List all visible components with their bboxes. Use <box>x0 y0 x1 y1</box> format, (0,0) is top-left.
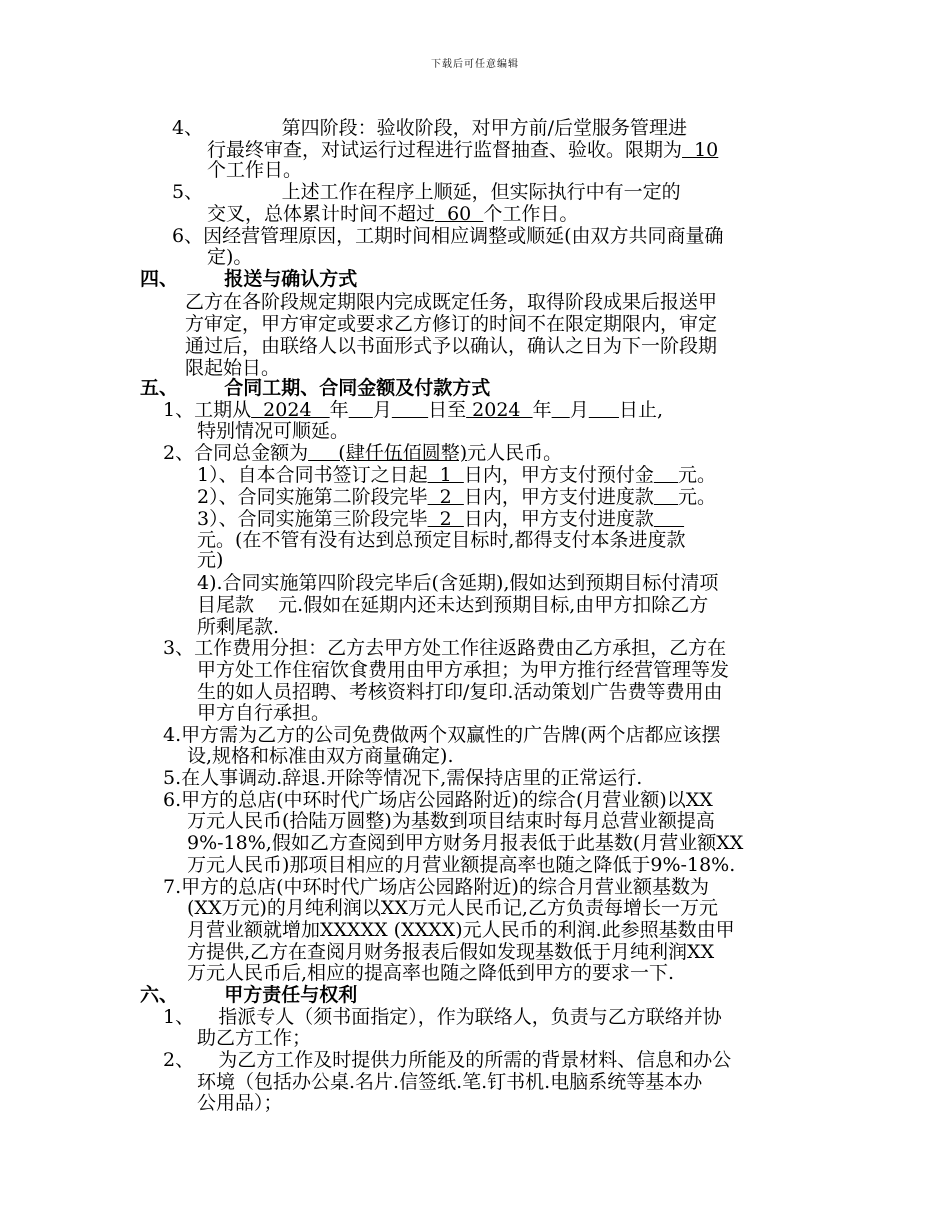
page-header: 下载后可任意编辑 <box>431 59 519 70</box>
stage4-days: 10 <box>682 139 719 161</box>
section-5-title: 五、 合同工期、合同金额及付款方式 <box>140 377 491 399</box>
duration-line2: 特别情况可顺延。 <box>197 420 350 442</box>
clause-7-line3: 月营业额就增加XXXXX (XXXX)元人民币的利润.此参照基数由甲 <box>187 919 735 941</box>
item6-line2: 定)。 <box>207 246 253 268</box>
clause-6-line3: 9%-18%,假如乙方查阅到甲方财务月报表低于此基数(月营业额XX <box>187 832 744 854</box>
total-days: 60 <box>435 203 484 225</box>
clause-7-line4: 方提供,乙方在查阅月财务报表后假如发现基数低于月纯利润XX <box>187 941 715 963</box>
clause-5: 5.在人事调动.辞退.开除等情况下,需保持店里的正常运行. <box>163 767 643 789</box>
item5-line2: 交叉，总体累计时间不超过 60 个工作日。 <box>207 203 579 225</box>
clause-4-line2: 设,规格和标准由双方商量确定). <box>187 745 454 767</box>
total-amount: (肆仟伍佰圆整) <box>308 442 468 464</box>
section4-line1: 乙方在各阶段规定期限内完成既定任务，取得阶段成果后报送甲 <box>185 291 718 313</box>
clause-7-line2: (XX万元)的月纯利润以XX万元人民币记,乙方负责每增长一万元 <box>187 897 718 919</box>
duty-2-line2: 环境（包括办公桌.名片.信签纸.笔.钉书机.电脑系统等基本办 <box>197 1071 703 1093</box>
payment-2: 2）、合同实施第二阶段完毕 2 日内，甲方支付进度款 元。 <box>197 486 717 508</box>
section-6-title: 六、 甲方责任与权利 <box>140 984 358 1006</box>
duty-2-line3: 公用品）； <box>197 1092 283 1114</box>
section4-line4: 限起始日。 <box>185 357 281 379</box>
payment-4-line2: 目尾款 元.假如在延期内还未达到预期目标,由甲方扣除乙方 <box>197 594 709 616</box>
clause-4-line1: 4.甲方需为乙方的公司免费做两个双赢性的广告牌(两个店都应该摆 <box>163 724 721 746</box>
payment-4-line1: 4).合同实施第四阶段完毕后(含延期),假如达到预期目标付清项 <box>197 572 719 594</box>
duty-1-line2: 助乙方工作； <box>197 1027 312 1049</box>
payment-1: 1）、自本合同书签订之日起 1 日内，甲方支付预付金 元。 <box>197 464 717 486</box>
clause-6-line2: 万元人民币(拾陆万圆整)为基数到项目结束时每月总营业额提高 <box>187 810 715 832</box>
clause-7-line1: 7.甲方的总店(中环时代广场店公园路附近)的综合月营业额基数为 <box>163 876 709 898</box>
clause-6-line1: 6.甲方的总店(中环时代广场店公园路附近)的综合(月营业额)以XX <box>163 789 713 811</box>
item5-line1: 5、 上述工作在程序上顺延，但实际执行中有一定的 <box>172 181 681 203</box>
payment-3-line2: 元。(在不管有没有达到总预定目标时,都得支付本条进度款 <box>197 529 686 551</box>
stage4-line1: 4、 第四阶段：验收阶段，对甲方前/后堂服务管理进 <box>172 117 688 139</box>
costs-line1: 3、工作费用分担：乙方去甲方处工作往返路费由乙方承担，乙方在 <box>163 637 727 659</box>
stage4-line2: 行最终审查，对试运行过程进行监督抽查、验收。限期为 10 <box>207 139 719 161</box>
duty-2-line1: 2、 为乙方工作及时提供力所能及的所需的背景材料、信息和办公 <box>163 1049 732 1071</box>
clause-6-line4: 万元人民币)那项目相应的月营业额提高率也随之降低于9%-18%. <box>187 854 736 876</box>
duration-line: 1、工期从 2024 年 月 日至 2024 年 月 日止, <box>163 399 664 421</box>
costs-line3: 生的如人员招聘、考核资料打印/复印.活动策划广告费等费用由 <box>197 681 723 703</box>
duty-1-line1: 1、 指派专人（须书面指定），作为联络人，负责与乙方联络并协 <box>163 1006 722 1028</box>
payment-3-line3: 元) <box>197 549 224 571</box>
stage4-line3: 个工作日。 <box>207 159 303 181</box>
amount-line: 2、合同总金额为 (肆仟伍佰圆整)元人民币。 <box>163 442 563 464</box>
costs-line4: 甲方自行承担。 <box>197 702 331 724</box>
payment-3: 3）、合同实施第三阶段完毕 2 日内，甲方支付进度款 <box>197 508 654 530</box>
section-4-title: 四、 报送与确认方式 <box>140 268 358 290</box>
payment-4-line3: 所剩尾款. <box>197 616 280 638</box>
item6-line1: 6、因经营管理原因，工期时间相应调整或顺延(由双方共同商量确 <box>172 225 724 247</box>
clause-7-line5: 万元人民币后,相应的提高率也随之降低到甲方的要求一下. <box>187 962 675 984</box>
costs-line2: 甲方处工作住宿饮食费用由甲方承担；为甲方推行经营管理等发 <box>197 659 730 681</box>
section4-line3: 通过后，由联络人以书面形式予以确认，确认之日为下一阶段期 <box>185 335 718 357</box>
section4-line2: 方审定，甲方审定或要求乙方修订的时间不在限定期限内，审定 <box>185 313 718 335</box>
